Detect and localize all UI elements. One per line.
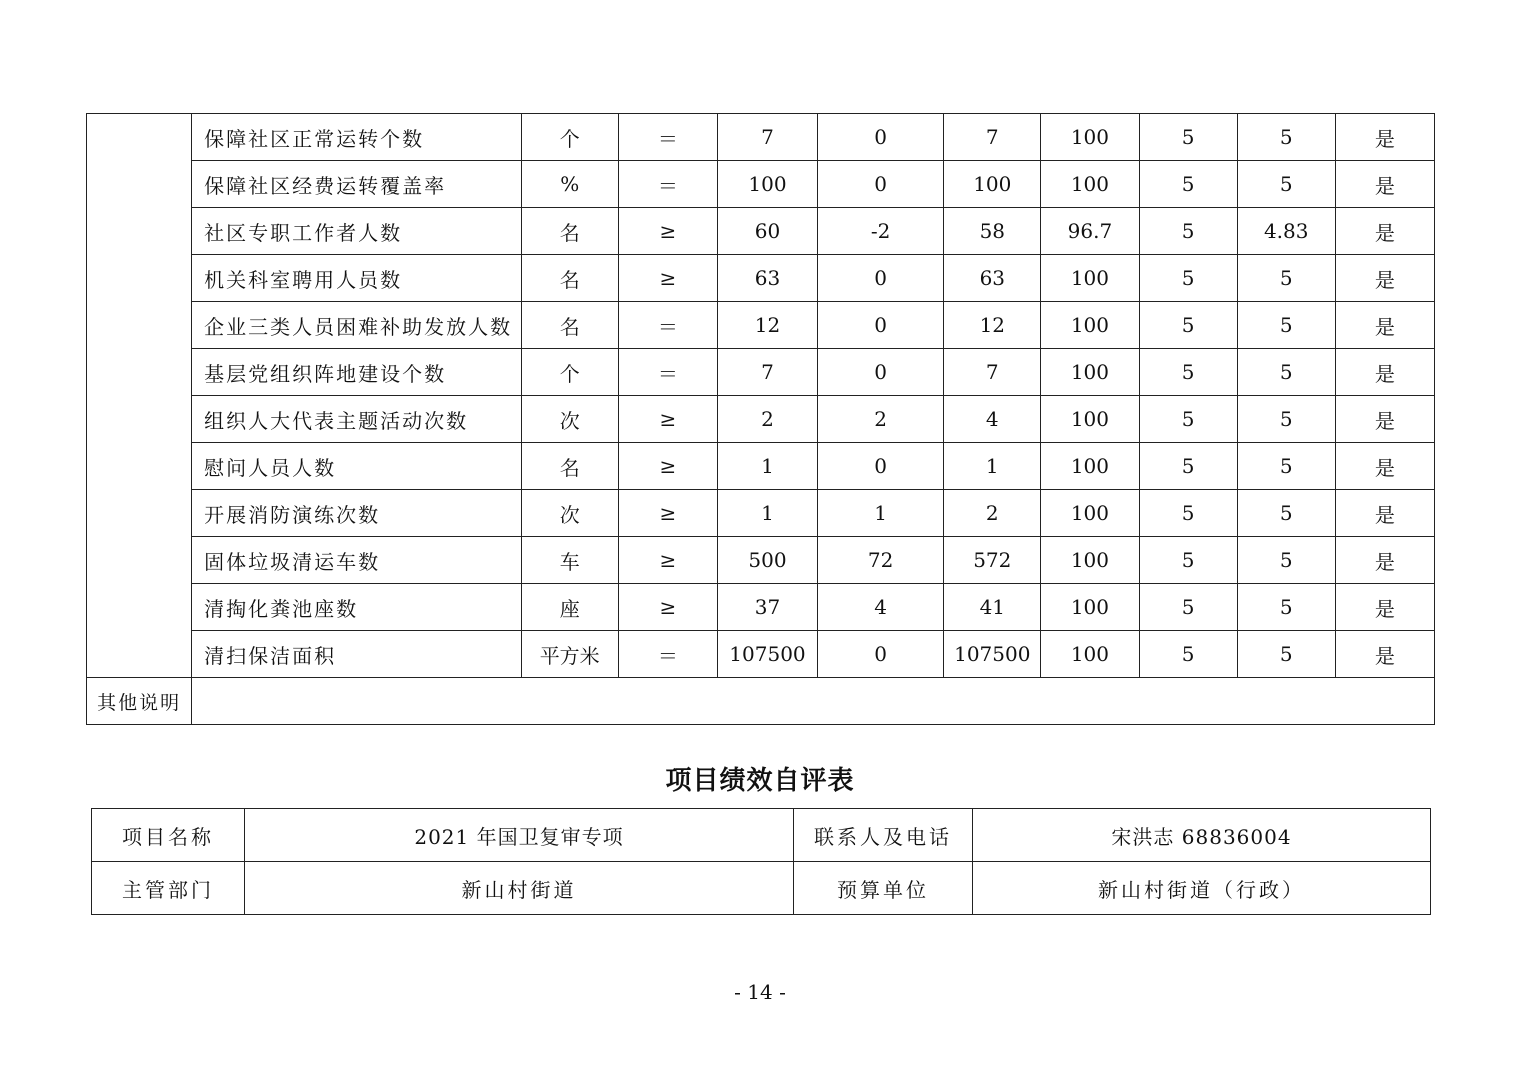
operator-cell: ＝ xyxy=(618,161,717,208)
budget-unit-value: 新山村街道（行政） xyxy=(973,862,1431,915)
completion-rate: 100 xyxy=(1041,302,1139,349)
weight-value: 5 xyxy=(1139,161,1237,208)
performance-indicator-table xyxy=(86,113,1435,725)
completion-rate: 100 xyxy=(1041,631,1139,678)
score-value: 5 xyxy=(1237,302,1335,349)
score-value: 5 xyxy=(1237,631,1335,678)
actual-value: 12 xyxy=(944,302,1041,349)
actual-value: 572 xyxy=(944,537,1041,584)
other-notes-row xyxy=(87,678,1435,725)
deviation-value: 0 xyxy=(818,631,944,678)
deviation-value: -2 xyxy=(818,208,944,255)
operator-cell: ≥ xyxy=(618,490,717,537)
unit-cell: 次 xyxy=(521,490,618,537)
operator-cell: ≥ xyxy=(618,537,717,584)
achieved-flag: 是 xyxy=(1335,208,1434,255)
budget-unit-label: 预算单位 xyxy=(794,862,973,915)
completion-rate: 96.7 xyxy=(1041,208,1139,255)
target-value: 1 xyxy=(717,443,817,490)
achieved-flag: 是 xyxy=(1335,631,1434,678)
target-value: 107500 xyxy=(717,631,817,678)
unit-cell: 名 xyxy=(521,255,618,302)
category-cell xyxy=(87,114,192,678)
target-value: 1 xyxy=(717,490,817,537)
indicator-name: 企业三类人员困难补助发放人数 xyxy=(192,302,521,349)
deviation-value: 72 xyxy=(818,537,944,584)
indicator-name: 社区专职工作者人数 xyxy=(192,208,521,255)
achieved-flag: 是 xyxy=(1335,396,1434,443)
weight-value: 5 xyxy=(1139,396,1237,443)
completion-rate: 100 xyxy=(1041,161,1139,208)
table-row xyxy=(87,161,1435,208)
weight-value: 5 xyxy=(1139,114,1237,161)
unit-cell: 次 xyxy=(521,396,618,443)
unit-cell: 个 xyxy=(521,349,618,396)
indicator-name: 开展消防演练次数 xyxy=(192,490,521,537)
achieved-flag: 是 xyxy=(1335,349,1434,396)
weight-value: 5 xyxy=(1139,208,1237,255)
score-value: 5 xyxy=(1237,443,1335,490)
table-row xyxy=(87,490,1435,537)
operator-cell: ≥ xyxy=(618,443,717,490)
table-row xyxy=(87,396,1435,443)
achieved-flag: 是 xyxy=(1335,490,1434,537)
achieved-flag: 是 xyxy=(1335,443,1434,490)
target-value: 7 xyxy=(717,114,817,161)
performance-table-body xyxy=(87,114,1435,725)
operator-cell: ＝ xyxy=(618,349,717,396)
actual-value: 63 xyxy=(944,255,1041,302)
completion-rate: 100 xyxy=(1041,349,1139,396)
deviation-value: 2 xyxy=(818,396,944,443)
weight-value: 5 xyxy=(1139,255,1237,302)
operator-cell: ＝ xyxy=(618,631,717,678)
section-title: 项目绩效自评表 xyxy=(665,766,855,796)
completion-rate: 100 xyxy=(1041,396,1139,443)
indicator-name: 清扫保洁面积 xyxy=(192,631,521,678)
completion-rate: 100 xyxy=(1041,114,1139,161)
deviation-value: 1 xyxy=(818,490,944,537)
unit-cell: 名 xyxy=(521,302,618,349)
weight-value: 5 xyxy=(1139,537,1237,584)
indicator-name: 清掏化粪池座数 xyxy=(192,584,521,631)
completion-rate: 100 xyxy=(1041,584,1139,631)
operator-cell: ＝ xyxy=(618,302,717,349)
indicator-name: 组织人大代表主题活动次数 xyxy=(192,396,521,443)
actual-value: 1 xyxy=(944,443,1041,490)
project-info-table xyxy=(91,808,1431,915)
operator-cell: ≥ xyxy=(618,584,717,631)
deviation-value: 0 xyxy=(818,114,944,161)
achieved-flag: 是 xyxy=(1335,161,1434,208)
indicator-name: 机关科室聘用人员数 xyxy=(192,255,521,302)
contact-value: 宋洪志 68836004 xyxy=(973,809,1431,862)
weight-value: 5 xyxy=(1139,490,1237,537)
operator-cell: ≥ xyxy=(618,255,717,302)
actual-value: 7 xyxy=(944,349,1041,396)
table-row xyxy=(87,208,1435,255)
actual-value: 100 xyxy=(944,161,1041,208)
completion-rate: 100 xyxy=(1041,537,1139,584)
target-value: 2 xyxy=(717,396,817,443)
unit-cell: 座 xyxy=(521,584,618,631)
weight-value: 5 xyxy=(1139,349,1237,396)
target-value: 63 xyxy=(717,255,817,302)
unit-cell: 名 xyxy=(521,443,618,490)
contact-label: 联系人及电话 xyxy=(794,809,973,862)
operator-cell: ＝ xyxy=(618,114,717,161)
table-row xyxy=(87,255,1435,302)
actual-value: 41 xyxy=(944,584,1041,631)
deviation-value: 0 xyxy=(818,255,944,302)
score-value: 5 xyxy=(1237,161,1335,208)
deviation-value: 0 xyxy=(818,443,944,490)
score-value: 5 xyxy=(1237,349,1335,396)
table-row xyxy=(87,631,1435,678)
actual-value: 7 xyxy=(944,114,1041,161)
operator-cell: ≥ xyxy=(618,208,717,255)
target-value: 12 xyxy=(717,302,817,349)
table-row xyxy=(87,349,1435,396)
deviation-value: 4 xyxy=(818,584,944,631)
deviation-value: 0 xyxy=(818,349,944,396)
table-row xyxy=(87,537,1435,584)
target-value: 37 xyxy=(717,584,817,631)
indicator-name: 保障社区经费运转覆盖率 xyxy=(192,161,521,208)
score-value: 5 xyxy=(1237,255,1335,302)
target-value: 500 xyxy=(717,537,817,584)
score-value: 5 xyxy=(1237,537,1335,584)
score-value: 5 xyxy=(1237,396,1335,443)
weight-value: 5 xyxy=(1139,584,1237,631)
weight-value: 5 xyxy=(1139,443,1237,490)
actual-value: 2 xyxy=(944,490,1041,537)
deviation-value: 0 xyxy=(818,161,944,208)
achieved-flag: 是 xyxy=(1335,584,1434,631)
completion-rate: 100 xyxy=(1041,490,1139,537)
unit-cell: 车 xyxy=(521,537,618,584)
achieved-flag: 是 xyxy=(1335,114,1434,161)
unit-cell: 平方米 xyxy=(521,631,618,678)
target-value: 60 xyxy=(717,208,817,255)
info-row xyxy=(92,862,1431,915)
unit-cell: 个 xyxy=(521,114,618,161)
table-row xyxy=(87,443,1435,490)
department-value: 新山村街道 xyxy=(245,862,794,915)
score-value: 5 xyxy=(1237,114,1335,161)
operator-cell: ≥ xyxy=(618,396,717,443)
department-label: 主管部门 xyxy=(92,862,245,915)
actual-value: 4 xyxy=(944,396,1041,443)
other-notes-value xyxy=(192,678,1435,725)
deviation-value: 0 xyxy=(818,302,944,349)
score-value: 5 xyxy=(1237,490,1335,537)
unit-cell: 名 xyxy=(521,208,618,255)
project-name-value: 2021 年国卫复审专项 xyxy=(245,809,794,862)
other-notes-label: 其他说明 xyxy=(87,678,192,725)
actual-value: 107500 xyxy=(944,631,1041,678)
achieved-flag: 是 xyxy=(1335,255,1434,302)
score-value: 5 xyxy=(1237,584,1335,631)
achieved-flag: 是 xyxy=(1335,302,1434,349)
actual-value: 58 xyxy=(944,208,1041,255)
achieved-flag: 是 xyxy=(1335,537,1434,584)
unit-cell: % xyxy=(521,161,618,208)
weight-value: 5 xyxy=(1139,631,1237,678)
completion-rate: 100 xyxy=(1041,255,1139,302)
score-value: 4.83 xyxy=(1237,208,1335,255)
indicator-name: 基层党组织阵地建设个数 xyxy=(192,349,521,396)
completion-rate: 100 xyxy=(1041,443,1139,490)
table-row xyxy=(87,114,1435,161)
target-value: 100 xyxy=(717,161,817,208)
table-row xyxy=(87,302,1435,349)
indicator-name: 慰问人员人数 xyxy=(192,443,521,490)
table-row xyxy=(87,584,1435,631)
page-number: - 14 - xyxy=(734,980,786,1004)
indicator-name: 保障社区正常运转个数 xyxy=(192,114,521,161)
indicator-name: 固体垃圾清运车数 xyxy=(192,537,521,584)
project-name-label: 项目名称 xyxy=(92,809,245,862)
weight-value: 5 xyxy=(1139,302,1237,349)
target-value: 7 xyxy=(717,349,817,396)
info-row xyxy=(92,809,1431,862)
